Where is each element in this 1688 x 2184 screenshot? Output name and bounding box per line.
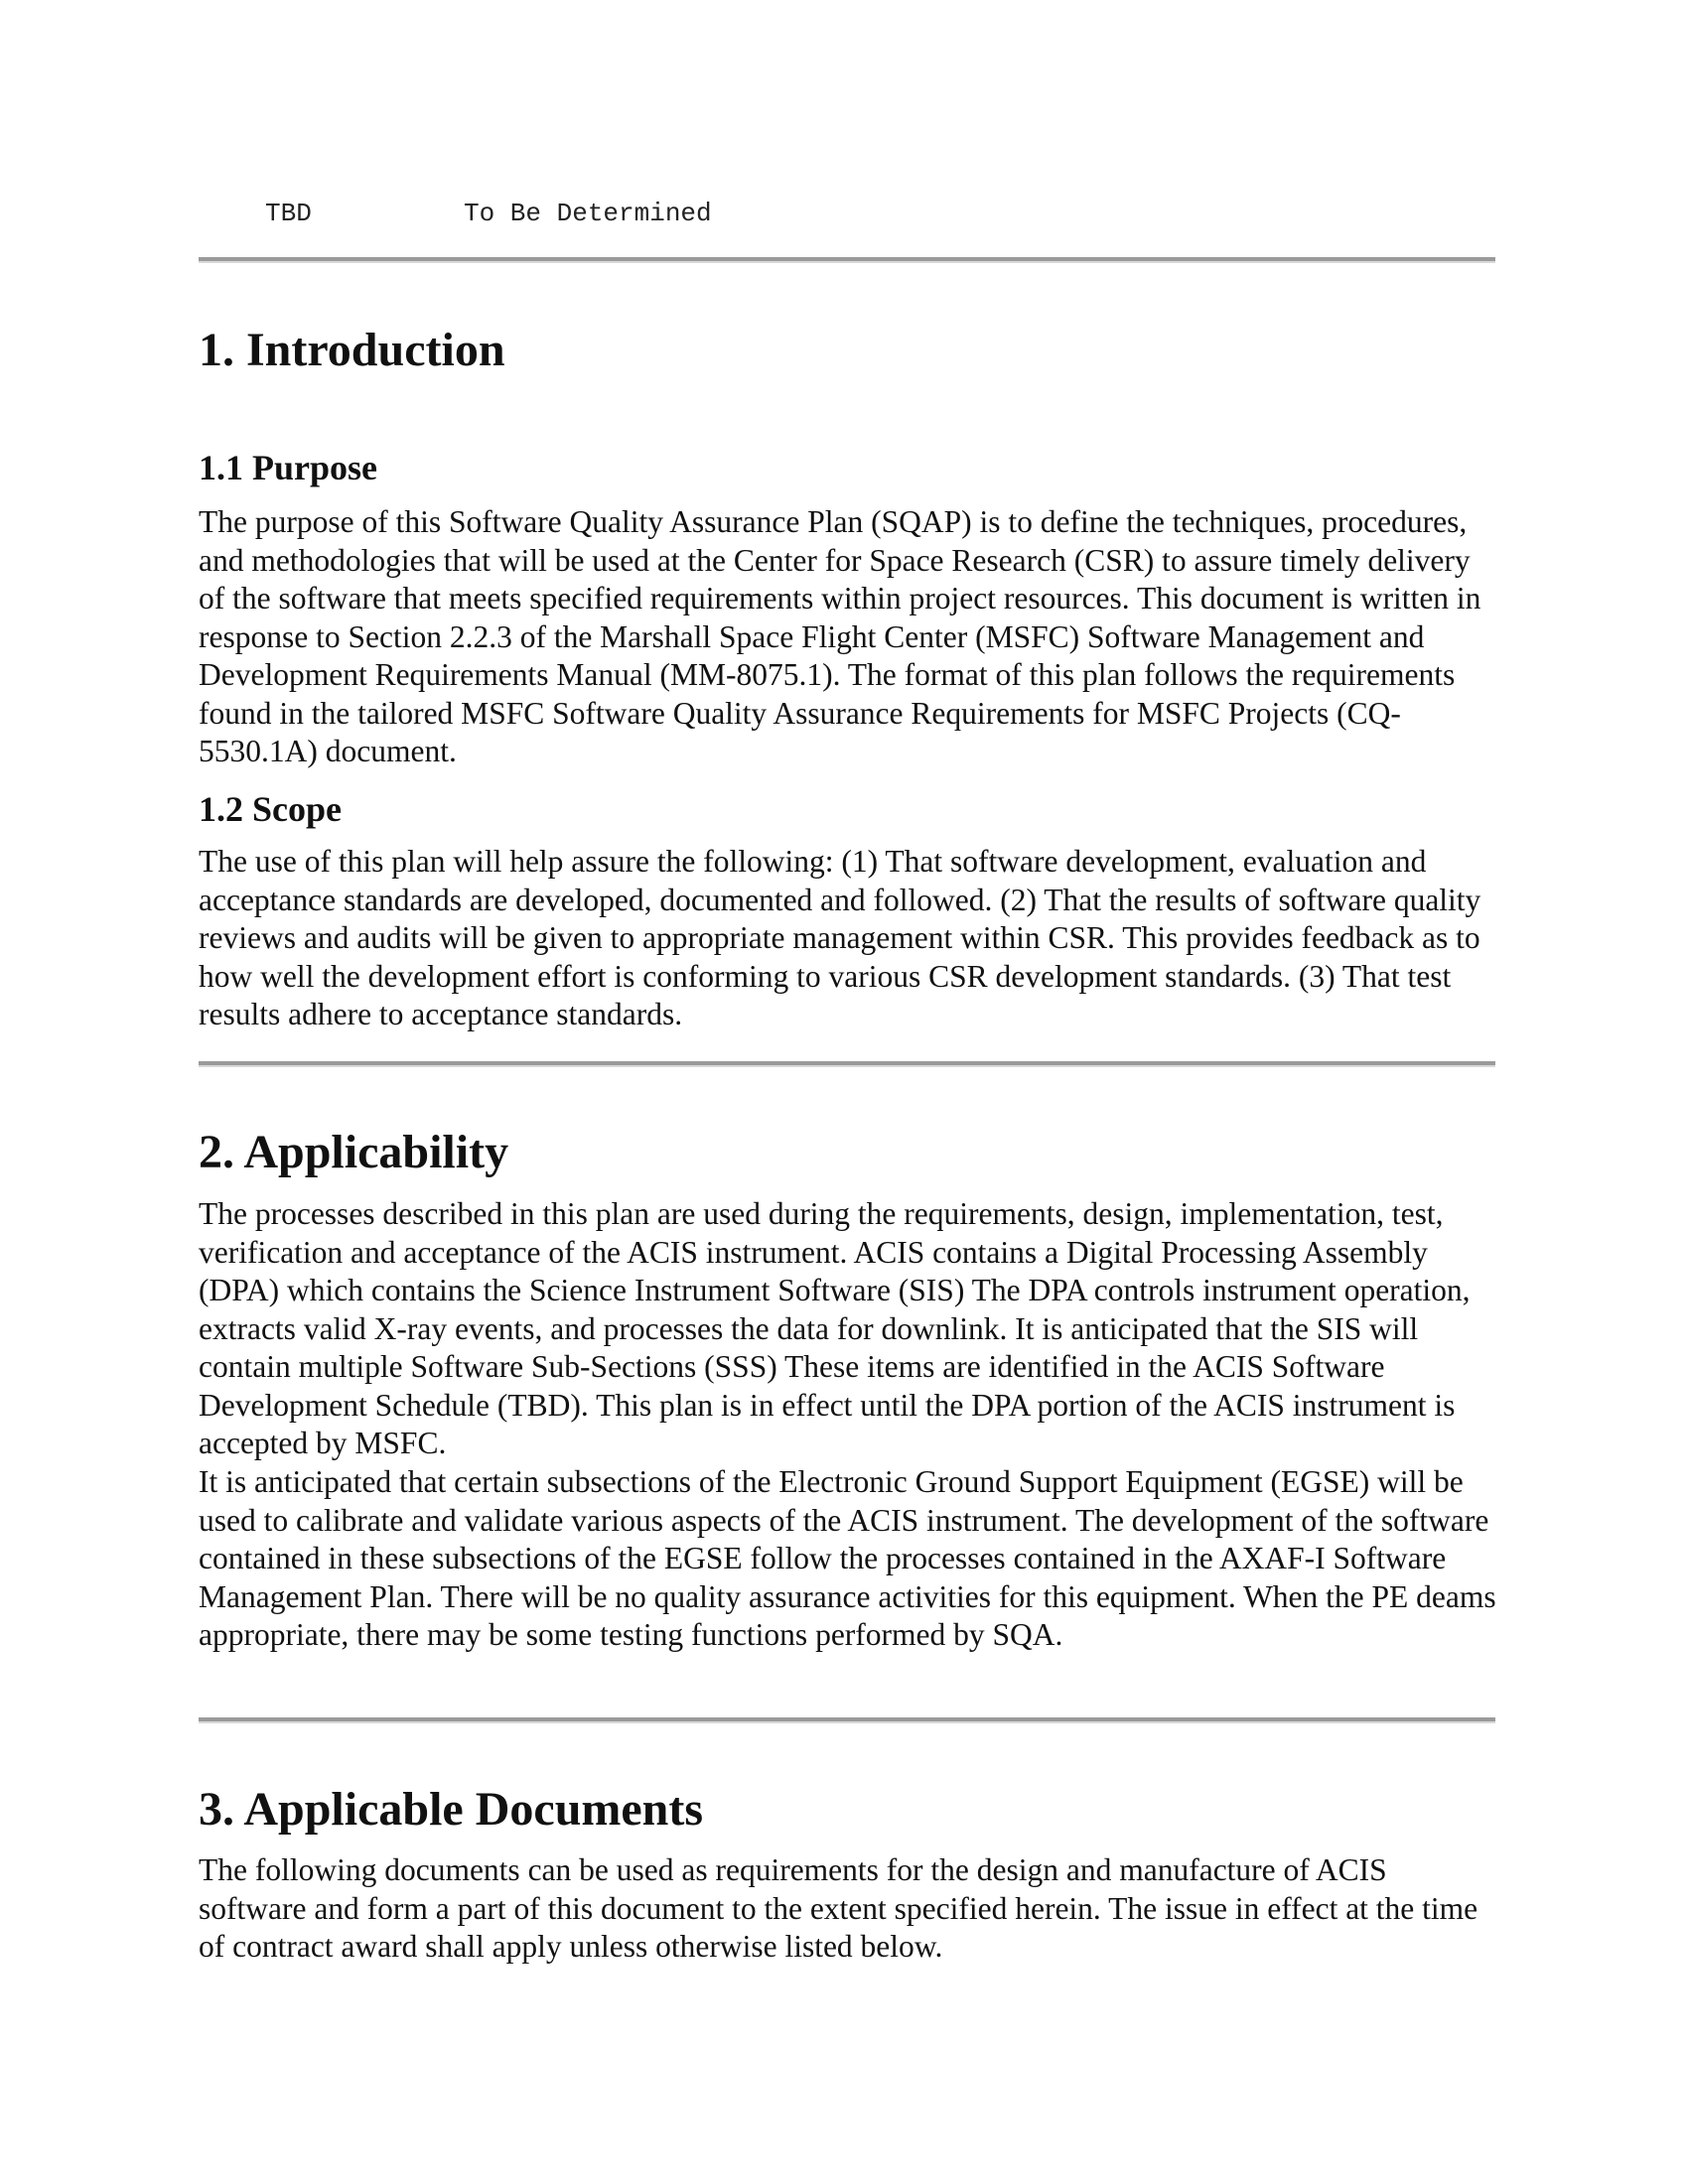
horizontal-rule: [199, 257, 1495, 263]
subsection-heading-purpose: 1.1 Purpose: [199, 448, 377, 487]
applicable-documents-paragraph: The following documents can be used as requirements for the design and manufacture of ACIS software and form a part of this document to the extent specified herein. The issue in effect at the time of contract award shall apply unless otherwise listed below.: [199, 1852, 1478, 1964]
abbreviation-entry: [265, 199, 712, 228]
applicability-paragraph-1: The processes described in this plan are used during the requirements, design, implementation, test, verification and acceptance of the ACIS instrument. ACIS contains a Digital Processing Assembly (DPA) which contains the Science Instrument Software (SIS) The DPA controls instrument operation, extracts valid X-ray events, and processes the data for downlink. It is anticipated that the SIS will contain multiple Software Sub-Sections (SSS) These items are identified in the ACIS Software Development Schedule (TBD). This plan is in effect until the DPA portion of the ACIS instrument is accepted by MSFC.: [199, 1196, 1471, 1460]
abbreviation-definition: To Be Determined: [464, 199, 712, 228]
horizontal-rule: [199, 1061, 1495, 1067]
purpose-paragraph: The purpose of this Software Quality Assurance Plan (SQAP) is to define the techniques, procedures, and methodologies that will be used at the Center for Space Research (CSR) to assure timely delivery of the software that meets specified requirements within project resources. This document is written in response to Section 2.2.3 of the Marshall Space Flight Center (MSFC) Software Management and Development Requirements Manual (MM-8075.1). The format of this plan follows the requirements found in the tailored MSFC Software Quality Assurance Requirements for MSFC Projects (CQ-5530.1A) document.: [199, 504, 1481, 768]
section-heading-applicability: 2. Applicability: [199, 1126, 509, 1178]
section-heading-introduction: 1. Introduction: [199, 324, 505, 376]
scope-paragraph: The use of this plan will help assure the following: (1) That software development, evaluation and acceptance standards are developed, documented and followed. (2) That the results of software quality reviews and audits will be given to appropriate management within CSR. This provides feedback as to how well the development effort is conforming to various CSR development standards. (3) That test results adhere to acceptance standards.: [199, 844, 1481, 1031]
section-heading-applicable-documents: 3. Applicable Documents: [199, 1783, 704, 1836]
applicability-paragraph-2: It is anticipated that certain subsections of the Electronic Ground Support Equipment (EGSE) will be used to calibrate and validate various aspects of the ACIS instrument. The development of the software contained in these subsections of the EGSE follow the processes contained in the AXAF-I Software Management Plan. There will be no quality assurance activities for this equipment. When the PE deams appropriate, there may be some testing functions performed by SQA.: [199, 1464, 1496, 1652]
horizontal-rule: [199, 1717, 1495, 1723]
abbreviation-term: TBD: [265, 199, 312, 228]
subsection-heading-scope: 1.2 Scope: [199, 789, 342, 829]
